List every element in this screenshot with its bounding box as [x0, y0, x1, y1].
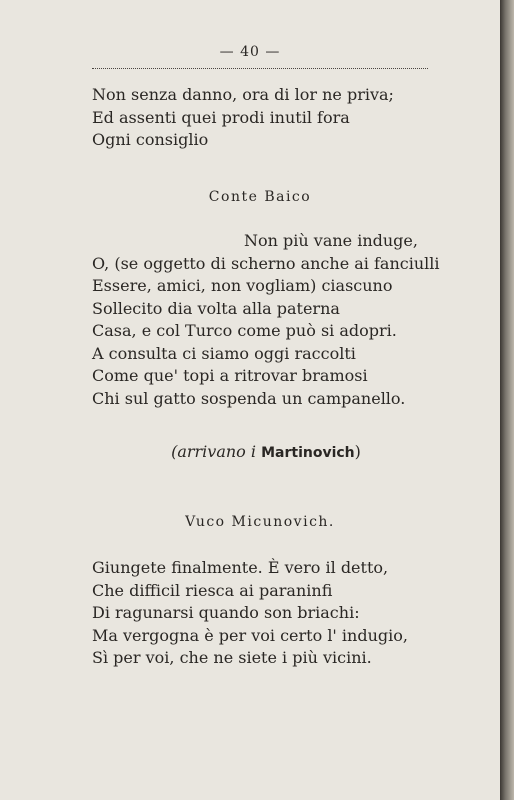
stage-direction [0, 442, 514, 461]
verse-line: Di ragunarsi quando son briachi: [92, 603, 360, 622]
verse-line: Ma vergogna è per voi certo l' indugio, [92, 625, 408, 645]
speaker-heading: Conte Baico [208, 189, 312, 205]
verse-line: Non più vane induge, [244, 231, 418, 250]
stanza-2 [92, 230, 440, 410]
book-binding-edge [500, 0, 514, 800]
verse-line: Che difficil riesca ai paraninfi [92, 580, 333, 600]
header-rule [92, 68, 428, 69]
verse-line: Chi sul gatto sospenda un campanello. [92, 388, 406, 408]
verse-line: Casa, e col Turco come può si adopri. [92, 321, 397, 340]
stage-direction-open: (arrivano i [171, 442, 262, 461]
speaker-heading: Vuco Micunovich. [185, 514, 335, 530]
verse-line: Sollecito dia volta alla paterna [92, 298, 340, 318]
verse-line: Sì per voi, che ne siete i più vicini. [92, 648, 372, 667]
stage-direction-name: Martinovich [261, 445, 355, 461]
verse-line: Non senza danno, ora di lor ne priva; [92, 85, 394, 104]
stage-direction-close: ) [354, 442, 361, 461]
stanza-3 [92, 557, 408, 670]
page-number: — 40 — [219, 44, 281, 60]
verse-line: Ed assenti quei prodi inutil fora [92, 107, 350, 127]
verse-line: Essere, amici, non vogliam) ciascuno [92, 276, 393, 295]
verse-line: Come que' topi a ritrovar bramosi [92, 366, 368, 385]
stanza-1 [92, 84, 394, 152]
verse-line: O, (se oggetto di scherno anche ai fanciulli [92, 253, 440, 273]
verse-line: Ogni consiglio [92, 130, 209, 149]
verse-line: A consulta ci siamo oggi raccolti [92, 343, 356, 363]
verse-line: Giungete finalmente. È vero il detto, [92, 558, 389, 577]
